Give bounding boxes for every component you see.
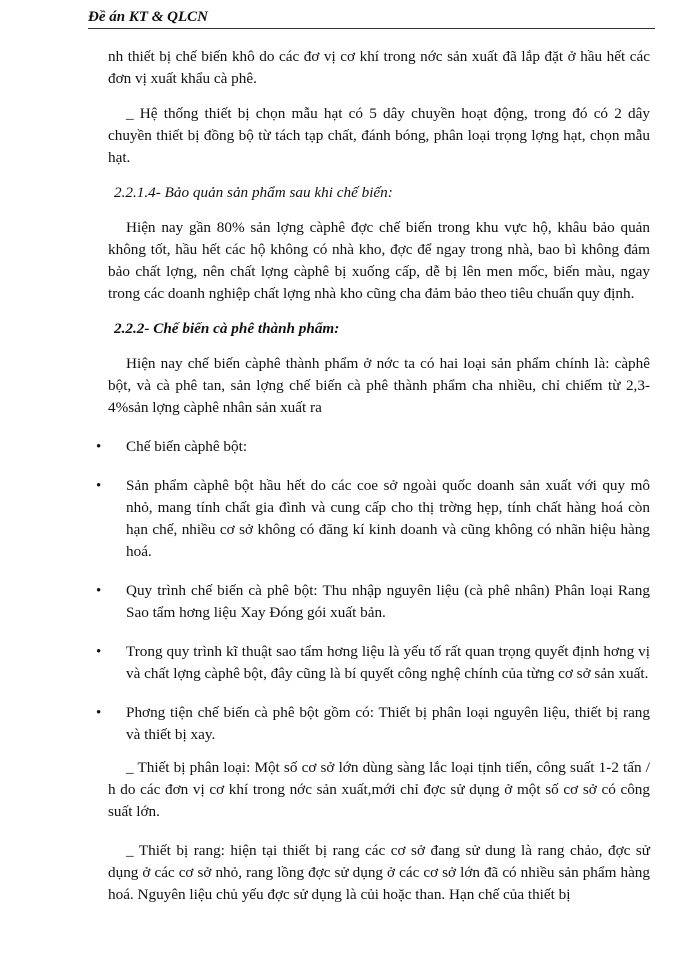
- page-header: [88, 6, 655, 29]
- bullet-icon: •: [96, 644, 102, 660]
- bullet-item: [96, 436, 650, 458]
- bullet-icon: •: [96, 705, 102, 721]
- document-body: [96, 46, 650, 906]
- bullet-item: [96, 702, 650, 746]
- section-heading-storage: 2.2.1.4- Bảo quản sản phẩm sau khi chế biến:: [114, 184, 393, 201]
- section-heading-finished-coffee: 2.2.2- Chế biến cà phê thành phẩm:: [114, 320, 340, 337]
- bullet-icon: •: [96, 583, 102, 599]
- bullet-text: Phơng tiện chế biến cà phê bột gồm có: Thiết bị phân loại nguyên liệu, thiết bị rang và thiết bị xay.: [126, 704, 650, 743]
- bullet-item: [96, 580, 650, 624]
- bullet-text: Quy trình chế biến cà phê bột: Thu nhập nguyên liệu (cà phê nhân) Phân loại Rang Sao tẩm hơng liệu Xay Đóng gói xuất bản.: [126, 582, 650, 621]
- paragraph-storage: Hiện nay gần 80% sản lợng càphê đợc chế biến trong khu vực hộ, khâu bảo quản không tốt, hầu hết các hộ không có nhà kho, đợc để ngay trong nhà, bao bì không đảm bảo chất lợng, nên chất lợng càphê bị xuống cấp, dễ bị lên men mốc, biến màu, ngay trong các doanh nghiệp chất lợng nhà kho cũng cha đảm bảo theo tiêu chuẩn quy định.: [108, 219, 650, 302]
- header-title: Đề án KT & QLCN: [88, 9, 208, 25]
- paragraph-finished-coffee: Hiện nay chế biến càphê thành phẩm ở nớc ta có hai loại sản phẩm chính là: càphê bột, và cà phê tan, sản lợng chế biến cà phê thành phẩm cha nhiều, chỉ chiếm từ 2,3-4%sản lợng càphê nhân sản xuất ra: [108, 355, 650, 416]
- paragraph-roasting-equipment: _ Thiết bị rang: hiện tại thiết bị rang các cơ sở đang sử dung là rang chảo, đợc sử dụng ở các cơ sở nhỏ, rang lồng đợc sử dụng ở các cơ sở lớn đã có nhiều sản phẩm hàng hoá. Nguyên liệu chủ yếu đợc sử dụng là củi hoặc than. Hạn chế của thiết bị: [108, 842, 650, 903]
- bullet-icon: •: [96, 439, 102, 455]
- paragraph-sorting-equipment: _ Thiết bị phân loại: Một số cơ sở lớn dùng sàng lắc loại tịnh tiến, công suất 1-2 tấn / h do các đơn vị cơ khí trong nớc sản xuất,mới chỉ đợc sử dụng ở một số cơ sở có công suất lớn.: [108, 759, 650, 820]
- bullet-text: Trong quy trình kĩ thuật sao tẩm hơng liệu là yếu tố rất quan trọng quyết định hơng vị và chất lợng càphê bột, đây cũng là bí quyết công nghệ chính của từng cơ sở sản xuất.: [126, 643, 650, 682]
- paragraph-sorting-system: _ Hệ thống thiết bị chọn mẫu hạt có 5 dây chuyền hoạt động, trong đó có 2 dây chuyền thiết bị đồng bộ từ tách tạp chất, đánh bóng, phân loại trọng lợng hạt, chọn mẫu hạt.: [108, 105, 650, 166]
- paragraph-continuation: nh thiết bị chế biến khô do các đơ vị cơ khí trong nớc sản xuất đã lắp đặt ở hầu hết các đơn vị xuất khẩu cà phê.: [108, 48, 650, 87]
- bullet-text: Chế biến càphê bột:: [126, 438, 248, 455]
- bullet-text: Sản phẩm càphê bột hầu hết do các coe sở ngoài quốc doanh sản xuất với quy mô nhỏ, mang tính chất gia đình và cung cấp cho thị trờng hẹp, tính chất hàng hoá còn hạn chế, nhiều cơ sở không có đăng kí kinh doanh và cũng không có nhãn hiệu hàng hoá.: [126, 477, 650, 560]
- bullet-icon: •: [96, 478, 102, 494]
- bullet-item: [96, 641, 650, 685]
- bullet-item: [96, 475, 650, 563]
